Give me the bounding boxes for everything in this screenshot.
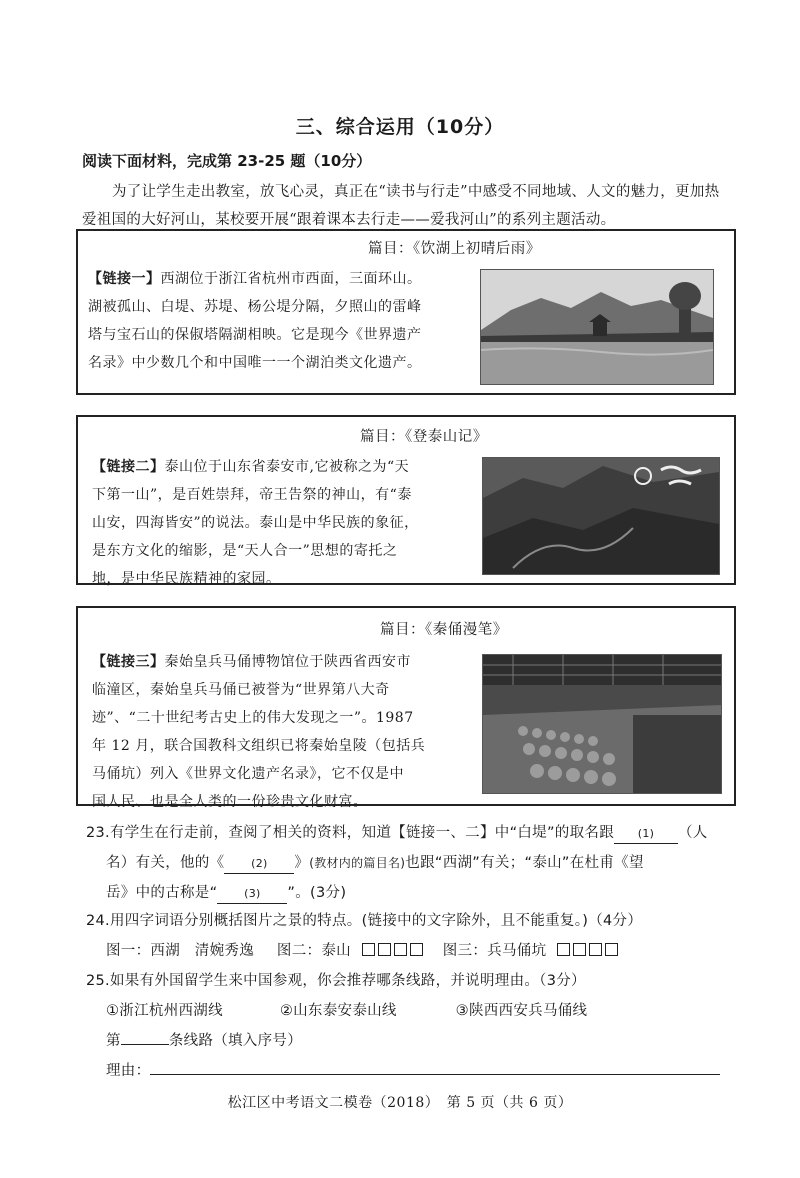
question-24: [86, 906, 736, 966]
route-option-1: ①浙江杭州西湖线: [106, 1003, 223, 1019]
link-three-title: 篇目：《秦俑漫笔》: [380, 622, 508, 638]
link-one-line: 名录》中少数几个和中国唯一一个湖泊类文化遗产。: [88, 355, 422, 371]
link-three-line: 年 12 月，联合国教科文组织已将秦始皇陵（包括兵: [92, 738, 426, 754]
link-one-line: 塔与宝石山的保俶塔隔湖相映。它是现今《世界遗产: [88, 327, 422, 343]
link-one-label: 【链接一】: [88, 271, 161, 287]
figure-2-answer-boxes[interactable]: [356, 943, 426, 959]
blank-1-label: (1): [637, 827, 655, 840]
link-three-box: [76, 606, 736, 810]
answer-box[interactable]: [378, 943, 391, 956]
question-23-number: 23.: [86, 825, 110, 841]
mount-tai-photo: [482, 457, 720, 575]
west-lake-photo: [480, 269, 714, 385]
link-three-line: 迹”、“二十世纪考古史上的伟大发现之一”。1987: [92, 710, 414, 726]
blank-3-label: (3): [244, 887, 261, 900]
link-one-title: 篇目：《饮湖上初晴后雨》: [368, 241, 541, 257]
route-number-blank[interactable]: [121, 1044, 169, 1045]
reason-label: 理由：: [106, 1063, 151, 1079]
question-23-part6: 岳》中的古称是“: [106, 885, 218, 901]
answer-blank-2[interactable]: [224, 855, 294, 874]
question-23-part7: ”。(3分): [287, 885, 347, 901]
page-footer: 松江区中考语文二模卷（2018） 第 5 页（共 6 页）: [227, 1095, 573, 1111]
link-two-title: 篇目：《登泰山记》: [360, 429, 488, 445]
link-one-text: [88, 265, 478, 377]
question-24-text: 用四字词语分别概括图片之景的特点。(链接中的文字除外，且不能重复。)（4分）: [109, 913, 643, 929]
answer-blank-1[interactable]: [614, 825, 678, 844]
question-25-text: 如果有外国留学生来中国参观，你会推荐哪条线路，并说明理由。（3分）: [109, 973, 586, 989]
question-24-number: 24.: [86, 913, 110, 929]
link-two-line: 泰山位于山东省泰安市,它被称之为“天: [164, 459, 410, 475]
link-three-line: 临潼区，秦始皇兵马俑已被誉为“世界第八大奇: [92, 682, 390, 698]
answer-box[interactable]: [410, 943, 423, 956]
question-23-part4: 》: [294, 855, 310, 871]
question-23-note: (教材内的篇目名): [309, 856, 406, 870]
link-two-box: [76, 415, 736, 585]
answer-box[interactable]: [573, 943, 586, 956]
answer-box[interactable]: [557, 943, 570, 956]
figure-3-label: 图三：兵马俑坑: [442, 943, 547, 959]
reading-instruction: 阅读下面材料，完成第 23-25 题（10分）: [82, 152, 372, 170]
question-23-part3: 名）有关，他的《: [106, 855, 225, 871]
answer-blank-3[interactable]: [217, 885, 287, 904]
answer-box[interactable]: [589, 943, 602, 956]
link-three-line: 秦始皇兵马俑博物馆位于陕西省西安市: [164, 654, 411, 670]
question-25: [86, 966, 736, 1086]
link-three-line: 马俑坑）列入《世界文化遗产名录》，它不仅是中: [92, 766, 404, 782]
question-23-part1: 有学生在行走前，查阅了相关的资料，知道【链接一、二】中“白堤”的取名跟: [109, 825, 614, 841]
question-23: [86, 818, 736, 908]
link-one-line: 湖被孤山、白堤、苏堤、杨公堤分隔，夕照山的雷峰: [88, 299, 422, 315]
route-suffix: 条线路（填入序号）: [168, 1033, 303, 1049]
link-two-line: 地，是中华民族精神的家园。: [92, 571, 281, 587]
route-prefix: 第: [106, 1033, 121, 1049]
figure-1-answer: 图一：西湖 清婉秀逸: [106, 943, 254, 959]
answer-box[interactable]: [362, 943, 375, 956]
link-two-text: [92, 453, 492, 593]
question-23-part2: （人: [678, 825, 708, 841]
link-three-text: [92, 648, 486, 816]
link-two-line: 是东方文化的缩影，是“天人合一”思想的寄托之: [92, 543, 398, 559]
answer-box[interactable]: [605, 943, 618, 956]
link-two-line: 山安，四海皆安”的说法。泰山是中华民族的象征，: [92, 515, 419, 531]
answer-box[interactable]: [394, 943, 407, 956]
blank-2-label: (2): [251, 857, 268, 870]
route-option-2: ②山东泰安泰山线: [279, 1003, 397, 1019]
question-23-part5: 也跟“西湖”有关；“泰山”在杜甫《望: [405, 855, 644, 871]
link-one-line: 西湖位于浙江省杭州市西面，三面环山。: [160, 271, 422, 287]
link-two-line: 下第一山”，是百姓崇拜，帝王告祭的神山，有“泰: [92, 487, 412, 503]
figure-2-label: 图二：泰山: [276, 943, 351, 959]
intro-paragraph: 为了让学生走出教室，放飞心灵，真正在“读书与行走”中感受不同地域、人文的魅力，更加热爱祖国的大好河山，某校要开展“跟着课本去行走——爱我河山”的系列主题活动。: [82, 184, 720, 228]
link-three-label: 【链接三】: [92, 654, 165, 670]
reason-blank[interactable]: [150, 1074, 720, 1075]
question-25-number: 25.: [86, 973, 110, 989]
link-one-box: [76, 229, 736, 395]
route-option-3: ③陕西西安兵马俑线: [455, 1003, 588, 1019]
section-title: 三、综合运用（10分）: [295, 116, 505, 138]
link-three-line: 国人民、也是全人类的一份珍贵文化财富。: [92, 794, 368, 810]
figure-3-answer-boxes[interactable]: [551, 943, 621, 959]
terracotta-warriors-photo: [482, 654, 722, 794]
link-two-label: 【链接二】: [92, 459, 165, 475]
